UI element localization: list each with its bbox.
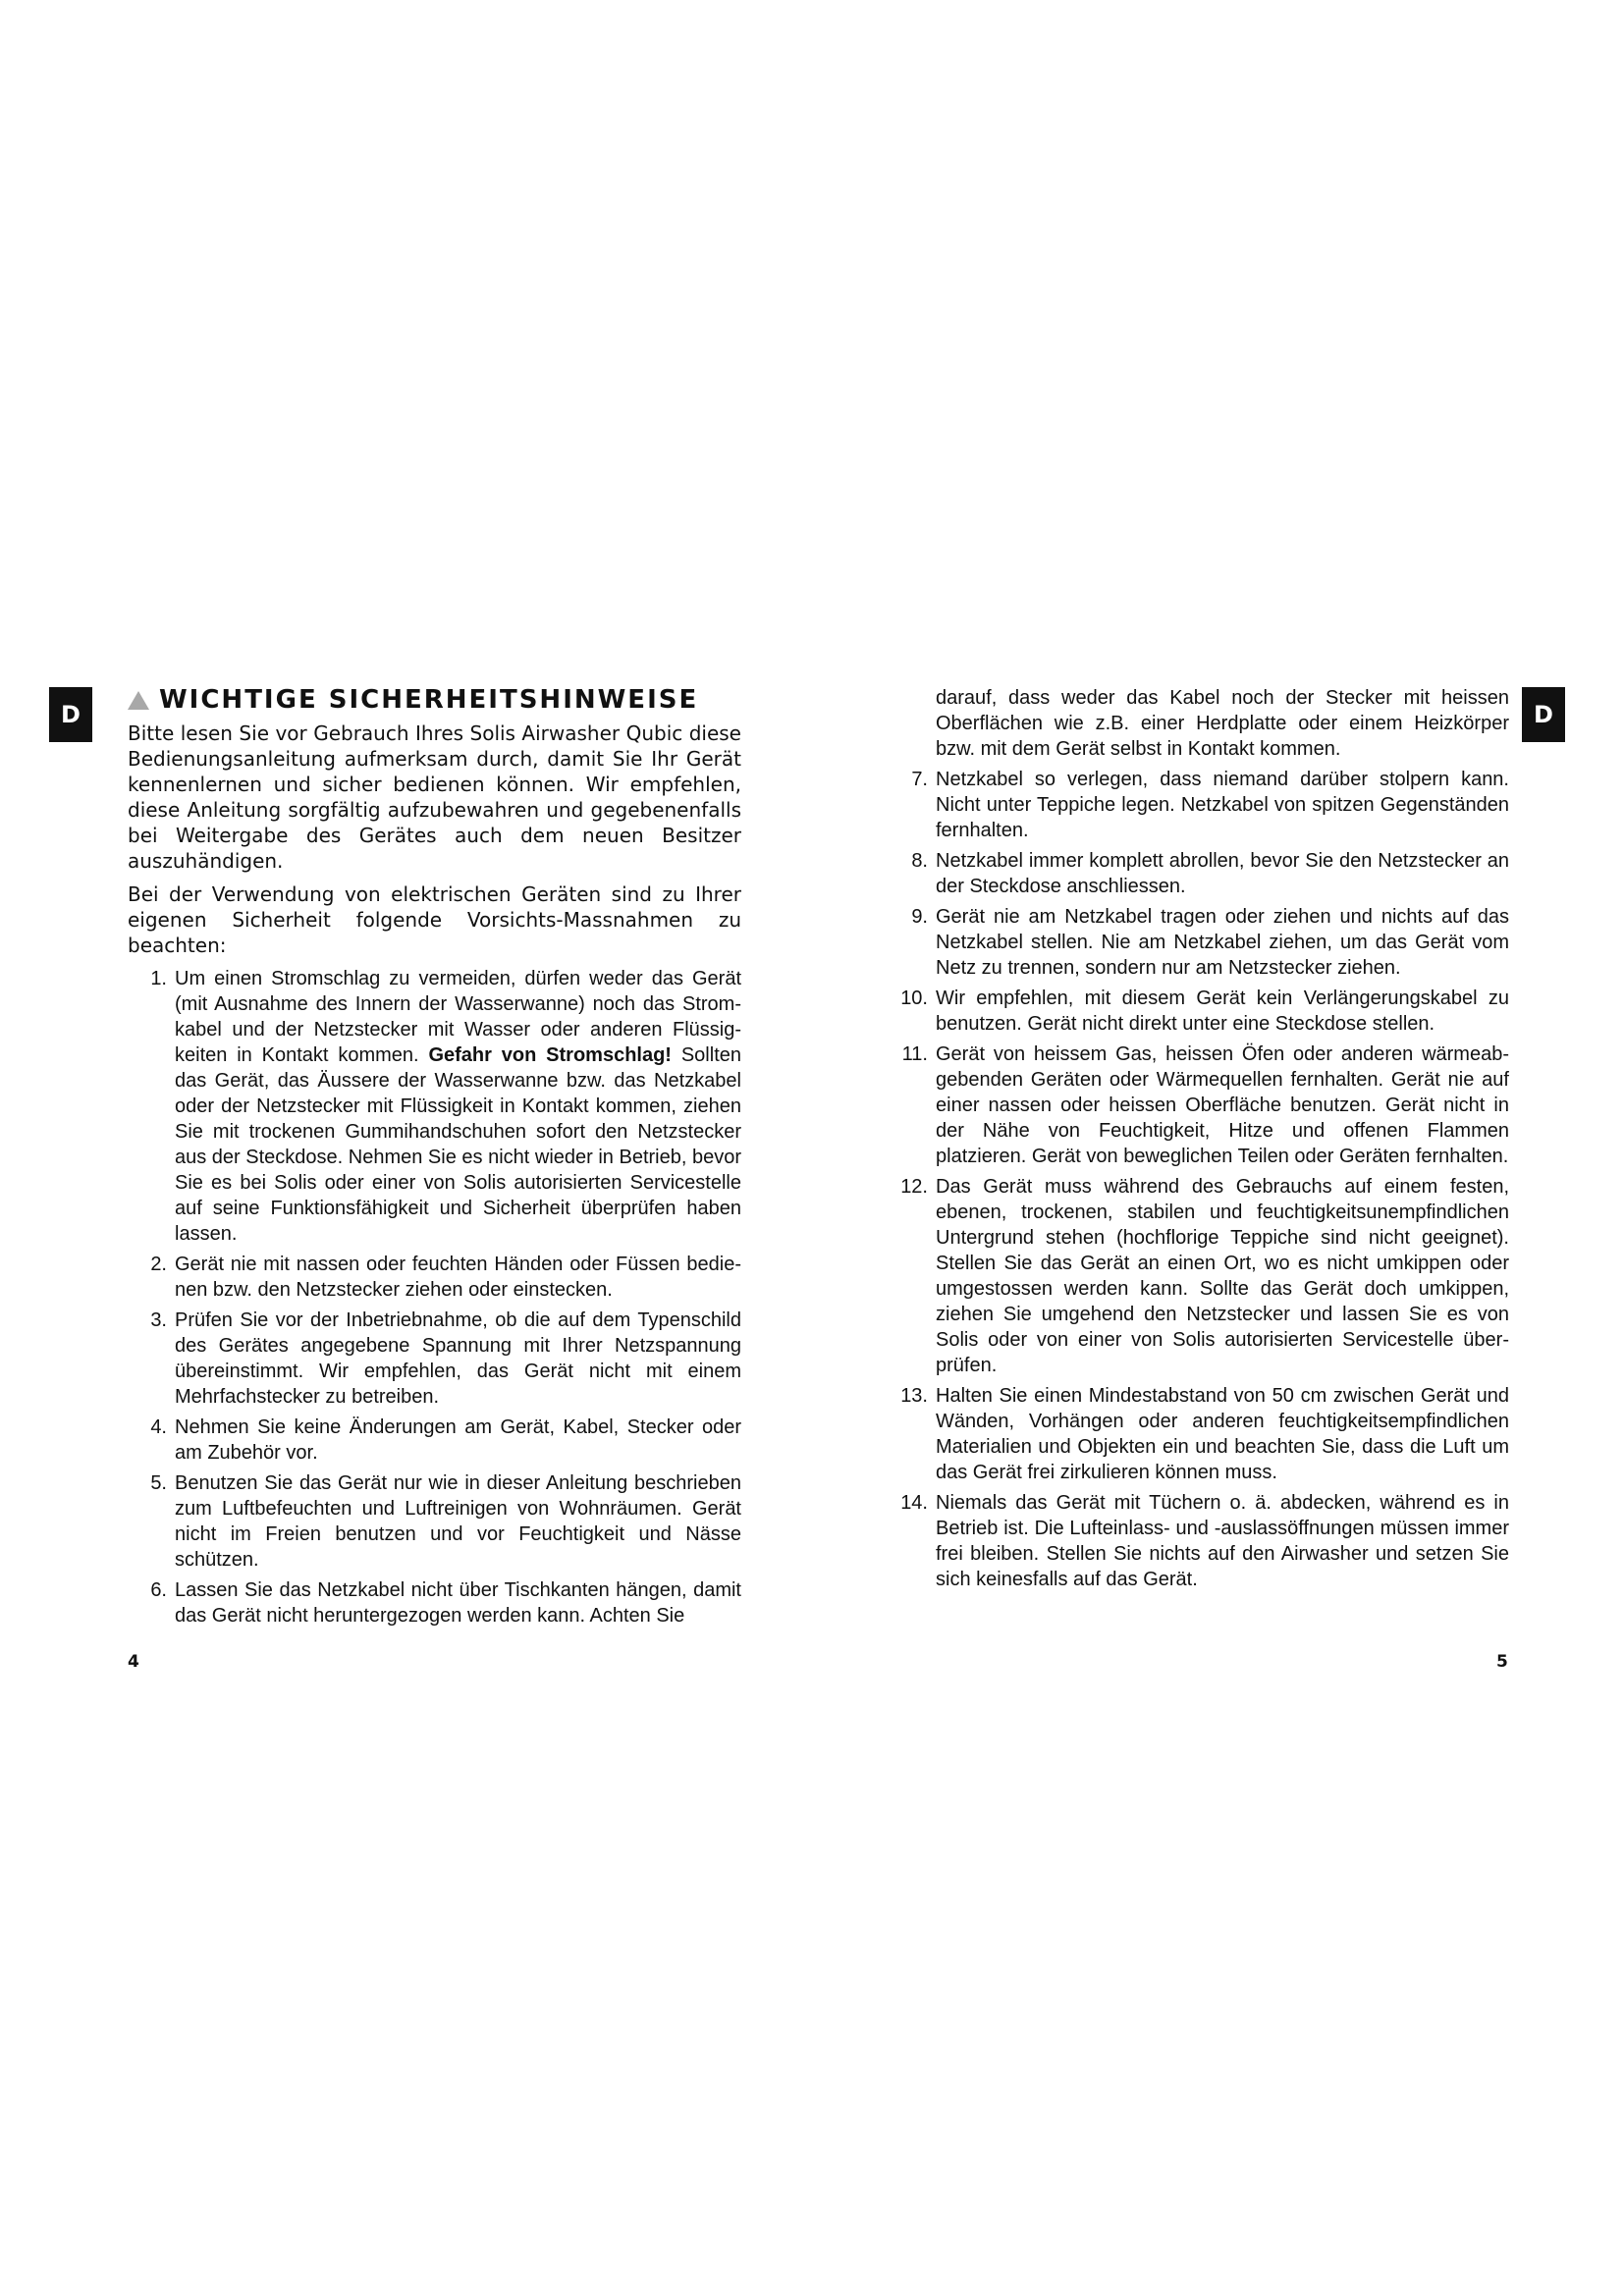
item-number: 4. [150,1416,167,1438]
item-text: Gerät von heissem Gas, heissen Öfen oder anderen wärmeabgebenden Geräten oder Wärmequellen fernhalten. Gerät nie auf einer nassen oder heissen Oberfläche benutzen. Gerät nicht in der Nähe von Feuchtigkeit, Hitze und offenen Flammen platzieren. Gerät von beweglichen Teilen oder Geräten fernhalten. [936,1043,1509,1167]
item-text: Um einen Stromschlag zu vermeiden, dürfen weder das Gerät (mit Ausnahme des Innern der Wasserwanne) noch das Stromkabel und der Netzstecker mit Wasser oder anderen Flüssigkeiten in Kontakt kommen. Gefahr von Stromschlag! Sollten das Gerät, das Äussere der Wasserwanne bzw. das Netzkabel oder der Netzstecker mit Flüssigkeit in Kontakt kommen, ziehen Sie mit trockenen Gummihandschuhen sofort den Netzstecker aus der Steckdose. Nehmen Sie es nicht wieder in Betrieb, bevor Sie es bei Solis oder einer von Solis autorisierten Servicestelle auf seine Funktionsfähigkeit und Sicherheit überprüfen haben lassen. [175,968,741,1245]
item-number: 10. [900,988,928,1009]
item-number: 9. [911,906,928,928]
item-number: 12. [900,1176,928,1198]
item-text: Netzkabel so verlegen, dass niemand darüber stolpern kann. Nicht unter Teppiche legen. Netzkabel von spitzen Gegenständen fernhalten. [936,769,1509,841]
list-item [889,1383,1509,1485]
list-item [128,1470,741,1573]
item-text: Prüfen Sie vor der Inbetriebnahme, ob die auf dem Typenschild des Gerätes angegebene Spannung mit Ihrer Netzspannung übereinstimmt. Wir empfehlen, das Gerät nicht mit einem Mehrfachstecker zu betreiben. [175,1309,741,1408]
warning-triangle-icon [128,691,149,710]
item-number: 7. [911,769,928,790]
intro-paragraph-1: Bitte lesen Sie vor Gebrauch Ihres Solis Airwasher Qubic diese Bedienungsanleitung aufmerksam durch, damit Sie Ihr Gerät kennenlernen und sicher bedienen können. Wir empfehlen, diese Anleitung sorgfältig aufzubewahren und gegebenenfalls bei Weitergabe des Gerätes auch dem neuen Besitzer auszuhändigen. [128,721,741,873]
item-number: 11. [901,1043,928,1065]
item-text: Halten Sie einen Mindestabstand von 50 cm zwischen Gerät und Wänden, Vorhängen oder anderen feuchtigkeitsempfindlichen Materialien und Objekten ein und beachten Sie, dass die Luft um das Gerät frei zirkulieren können muss. [936,1385,1509,1483]
left-page-column [128,685,741,1633]
item-number: 2. [150,1254,167,1275]
item-number: 8. [911,850,928,872]
item-number: 13. [900,1385,928,1407]
list-item [889,1041,1509,1169]
safety-list-left [128,966,741,1629]
item-number: 14. [900,1492,928,1514]
list-item [128,966,741,1247]
item-text: Lassen Sie das Netzkabel nicht über Tischkanten hängen, damit das Gerät nicht heruntergezogen werden kann. Achten Sie [175,1579,741,1627]
list-item [128,1252,741,1303]
language-tab-right: D [1522,687,1565,742]
item-text: Das Gerät muss während des Gebrauchs auf einem festen, ebenen, trockenen, stabilen und feuchtigkeitsunempfindlichen Untergrund stehen (hochflorige Teppiche sind nicht geeignet). Stellen Sie das Gerät an einen Ort, wo es nicht umkippen oder umgestossen werden kann. Sollte das Gerät doch umkippen, ziehen Sie umgehend den Netzstecker und lassen Sie es von Solis oder von einer von Solis autorisierten Servicestelle überprüfen. [936,1176,1509,1376]
list-item [889,767,1509,843]
list-item [889,1490,1509,1592]
item-text: Niemals das Gerät mit Tüchern o. ä. abdecken, während es in Betrieb ist. Die Lufteinlass- und -auslassöffnungen müssen immer frei bleiben. Stellen Sie nichts auf den Airwasher und setzen Sie sich keinesfalls auf das Gerät. [936,1492,1509,1590]
intro-paragraph-2: Bei der Verwendung von elektrischen Geräten sind zu Ihrer eigenen Sicherheit folgende Vorsichts-Massnahmen zu beachten: [128,882,741,957]
list-item [128,1577,741,1629]
item-number: 1. [150,968,167,989]
item-text: Netzkabel immer komplett abrollen, bevor Sie den Netzstecker an der Steckdose anschliessen. [936,850,1509,897]
list-item [128,1415,741,1466]
list-item [889,904,1509,981]
continuation-text: darauf, dass weder das Kabel noch der Stecker mit heissen Oberflächen wie z.B. einer Herdplatte oder einem Heizkörper bzw. mit dem Gerät selbst in Kontakt kommen. [936,687,1509,760]
item-text: Gerät nie am Netzkabel tragen oder ziehen und nichts auf das Netzkabel stellen. Nie am Netzkabel ziehen, um das Gerät vom Netz zu trennen, sondern nur am Netzstecker ziehen. [936,906,1509,979]
page-number-left: 4 [128,1652,139,1672]
list-item [889,986,1509,1037]
list-item [128,1308,741,1410]
page-number-right: 5 [1496,1652,1508,1672]
section-heading [128,685,741,715]
language-tab-left: D [49,687,92,742]
right-page-column [889,685,1509,1597]
item-text: Wir empfehlen, mit diesem Gerät kein Verlängerungskabel zu benutzen. Gerät nicht direkt unter eine Steckdose stellen. [936,988,1509,1035]
electric-shock-warning: Gefahr von Stromschlag! [428,1044,672,1066]
item-number: 6. [150,1579,167,1601]
heading-text: WICHTIGE SICHERHEITSHINWEISE [159,685,699,715]
item-number: 3. [150,1309,167,1331]
item-text: Gerät nie mit nassen oder feuchten Händen oder Füssen bedienen bzw. den Netzstecker ziehen oder einstecken. [175,1254,741,1301]
safety-list-right [889,767,1509,1592]
item-text: Benutzen Sie das Gerät nur wie in dieser Anleitung beschrieben zum Luftbefeuchten und Luftreinigen von Wohnräumen. Gerät nicht im Freien benutzen und vor Feuchtigkeit und Nässe schützen. [175,1472,741,1571]
list-item [889,1174,1509,1378]
item-text: Nehmen Sie keine Änderungen am Gerät, Kabel, Stecker oder am Zubehör vor. [175,1416,741,1464]
item-number: 5. [150,1472,167,1494]
list-item [889,848,1509,899]
